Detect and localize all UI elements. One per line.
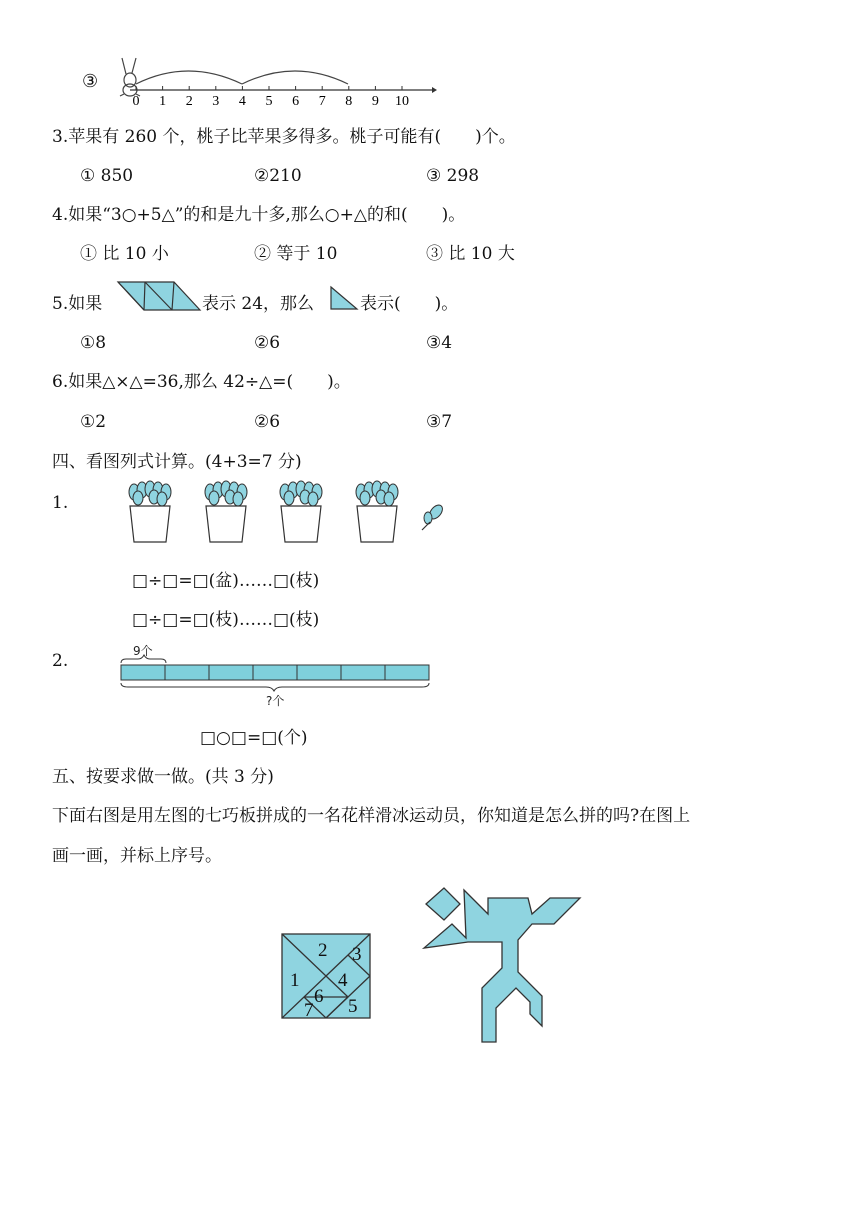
bar-top-label: 9个 bbox=[133, 644, 153, 658]
q4-option-1[interactable]: ① 比 10 小 bbox=[80, 244, 169, 264]
q3-option-1[interactable]: ① 850 bbox=[80, 166, 134, 186]
section4-p2-equation: □○□=□(个) bbox=[200, 728, 308, 748]
tangram-square-figure bbox=[280, 932, 374, 1020]
section4-p1-equation-2: □÷□=□(枝)……□(枝) bbox=[132, 610, 320, 630]
tangram-piece-label: 5 bbox=[348, 996, 358, 1017]
bar-model-figure bbox=[116, 643, 436, 713]
bar-bottom-label: ?个 bbox=[266, 694, 285, 708]
rabbit-numberline-figure bbox=[108, 50, 448, 110]
q5-option-2[interactable]: ②6 bbox=[254, 333, 281, 353]
q4-stem: 4.如果“3○+5△”的和是九十多,那么○+△的和( )。 bbox=[52, 205, 466, 225]
q6-option-3[interactable]: ③7 bbox=[426, 412, 453, 432]
numberline-tick-label: 8 bbox=[345, 94, 353, 109]
flower-pot-1 bbox=[129, 481, 171, 542]
q6-option-1[interactable]: ①2 bbox=[80, 412, 107, 432]
tangram-piece-label: 3 bbox=[352, 944, 362, 965]
numberline-tick-label: 0 bbox=[132, 94, 140, 109]
tangram-piece-label: 7 bbox=[304, 1000, 314, 1020]
skater-head bbox=[426, 888, 460, 920]
section5-instruction-1: 下面右图是用左图的七巧板拼成的一名花样滑冰运动员，你知道是怎么拼的吗?在图上 bbox=[52, 806, 691, 826]
tangram-piece-label: 2 bbox=[318, 940, 328, 961]
q5-stem-prefix: 5.如果 bbox=[52, 294, 103, 314]
q5-option-3[interactable]: ③4 bbox=[426, 333, 453, 353]
q5-stem-middle: 表示 24，那么 bbox=[202, 294, 315, 314]
skater-silhouette-figure bbox=[420, 884, 582, 1046]
q2-option3-marker: ③ bbox=[82, 71, 99, 92]
q6-option-2[interactable]: ②6 bbox=[254, 412, 281, 432]
section4-problem2-label: 2. bbox=[52, 651, 69, 671]
section4-p1-equation-1: □÷□=□(盆)……□(枝) bbox=[132, 571, 320, 591]
triangle-shape-figure bbox=[329, 285, 359, 311]
numberline-tick-label: 7 bbox=[318, 94, 326, 109]
q5-stem-suffix: 表示( )。 bbox=[360, 294, 459, 314]
trapezoid-shape-figure bbox=[116, 280, 202, 312]
section4-problem1-label: 1. bbox=[52, 493, 69, 513]
numberline-tick-label: 6 bbox=[292, 94, 300, 109]
numberline-tick-label: 3 bbox=[212, 94, 220, 109]
flower-pot-2 bbox=[205, 481, 247, 542]
numberline-tick-label: 10 bbox=[395, 94, 409, 109]
numberline-tick-label: 4 bbox=[238, 94, 246, 109]
flower-pot-4 bbox=[356, 481, 398, 542]
tangram-piece-label: 4 bbox=[338, 970, 348, 991]
single-flower-icon bbox=[422, 503, 445, 530]
q5-option-1[interactable]: ①8 bbox=[80, 333, 107, 353]
section4-title: 四、看图列式计算。(4+3=7 分) bbox=[52, 452, 302, 472]
numberline-tick-label: 5 bbox=[265, 94, 273, 109]
numberline-tick-label: 2 bbox=[185, 94, 193, 109]
q6-stem: 6.如果△×△=36,那么 42÷△=( )。 bbox=[52, 372, 351, 392]
flower-pot-3 bbox=[280, 481, 322, 542]
numberline-tick-label: 1 bbox=[159, 94, 167, 109]
q3-option-2[interactable]: ②210 bbox=[254, 166, 302, 186]
section5-title: 五、按要求做一做。(共 3 分) bbox=[52, 767, 274, 787]
q4-option-3[interactable]: ③ 比 10 大 bbox=[426, 244, 515, 264]
flower-pots-figure bbox=[118, 478, 458, 548]
tangram-piece-label: 1 bbox=[290, 970, 300, 991]
q4-option-2[interactable]: ② 等于 10 bbox=[254, 244, 338, 264]
numberline-tick-label: 9 bbox=[371, 94, 379, 109]
q3-option-3[interactable]: ③ 298 bbox=[426, 166, 480, 186]
section5-instruction-2: 画一画，并标上序号。 bbox=[52, 846, 222, 866]
q3-stem: 3.苹果有 260 个，桃子比苹果多得多。桃子可能有( )个。 bbox=[52, 127, 516, 147]
tangram-piece-label: 6 bbox=[314, 986, 324, 1007]
